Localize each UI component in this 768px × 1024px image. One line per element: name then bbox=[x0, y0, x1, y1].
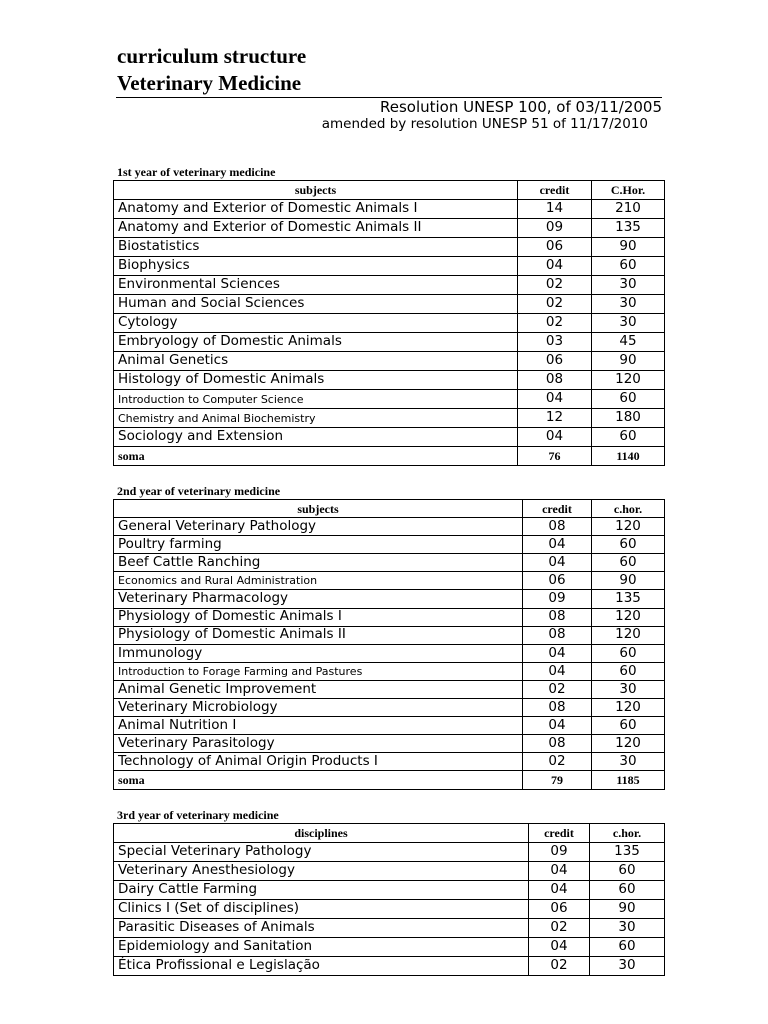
table-row bbox=[114, 608, 665, 626]
hours-cell: 120 bbox=[592, 518, 665, 536]
table-row bbox=[114, 295, 665, 314]
credit-cell: 09 bbox=[518, 219, 592, 238]
table-row bbox=[114, 314, 665, 333]
hours-cell: 30 bbox=[592, 276, 665, 295]
curriculum-table bbox=[113, 499, 665, 790]
hours-cell: 135 bbox=[590, 843, 665, 862]
table-row bbox=[114, 626, 665, 644]
subject-cell: Animal Genetics bbox=[114, 352, 518, 371]
credit-cell: 04 bbox=[518, 257, 592, 276]
table-header-row bbox=[114, 181, 665, 200]
hours-cell: 30 bbox=[590, 957, 665, 976]
subject-cell: Chemistry and Animal Biochemistry bbox=[114, 409, 518, 428]
hours-cell: 90 bbox=[592, 572, 665, 590]
table-row bbox=[114, 390, 665, 409]
column-header-hours: c.hor. bbox=[590, 824, 665, 843]
column-header-credit: credit bbox=[518, 181, 592, 200]
subject-cell: Animal Genetic Improvement bbox=[114, 680, 523, 698]
table-row bbox=[114, 333, 665, 352]
table-row bbox=[114, 900, 665, 919]
table-row bbox=[114, 862, 665, 881]
hours-cell: 120 bbox=[592, 699, 665, 717]
credit-cell: 06 bbox=[518, 352, 592, 371]
credit-cell: 04 bbox=[518, 428, 592, 447]
table-row bbox=[114, 938, 665, 957]
table-row bbox=[114, 717, 665, 735]
table-row bbox=[114, 662, 665, 680]
subject-cell: Beef Cattle Ranching bbox=[114, 554, 523, 572]
total-credit-cell: 79 bbox=[523, 771, 592, 789]
hours-cell: 60 bbox=[592, 554, 665, 572]
table-row bbox=[114, 371, 665, 390]
hours-cell: 135 bbox=[592, 590, 665, 608]
credit-cell: 02 bbox=[523, 680, 592, 698]
column-header-hours: C.Hor. bbox=[592, 181, 665, 200]
credit-cell: 04 bbox=[523, 554, 592, 572]
hours-cell: 180 bbox=[592, 409, 665, 428]
subject-cell: Animal Nutrition I bbox=[114, 717, 523, 735]
credit-cell: 04 bbox=[523, 717, 592, 735]
subject-cell: Veterinary Pharmacology bbox=[114, 590, 523, 608]
table-row bbox=[114, 536, 665, 554]
subject-cell: Veterinary Parasitology bbox=[114, 735, 523, 753]
table-row bbox=[114, 919, 665, 938]
credit-cell: 08 bbox=[523, 699, 592, 717]
table-row bbox=[114, 257, 665, 276]
credit-cell: 14 bbox=[518, 200, 592, 219]
credit-cell: 04 bbox=[518, 390, 592, 409]
year-2-section bbox=[113, 485, 665, 790]
column-header-credit: credit bbox=[529, 824, 590, 843]
credit-cell: 09 bbox=[529, 843, 590, 862]
column-header-credit: credit bbox=[523, 500, 592, 518]
table-row bbox=[114, 881, 665, 900]
hours-cell: 210 bbox=[592, 200, 665, 219]
subject-cell: Introduction to Forage Farming and Pastures bbox=[114, 662, 523, 680]
subject-cell: Dairy Cattle Farming bbox=[114, 881, 529, 900]
column-header-subjects: subjects bbox=[114, 181, 518, 200]
credit-cell: 04 bbox=[523, 662, 592, 680]
table-row bbox=[114, 843, 665, 862]
table-header-row bbox=[114, 824, 665, 843]
subject-cell: Immunology bbox=[114, 644, 523, 662]
subject-cell: Anatomy and Exterior of Domestic Animals II bbox=[114, 219, 518, 238]
total-label-cell: soma bbox=[114, 447, 518, 466]
hours-cell: 30 bbox=[592, 753, 665, 771]
credit-cell: 02 bbox=[529, 957, 590, 976]
table-row bbox=[114, 352, 665, 371]
hours-cell: 120 bbox=[592, 735, 665, 753]
hours-cell: 60 bbox=[590, 862, 665, 881]
total-row bbox=[114, 771, 665, 789]
credit-cell: 06 bbox=[518, 238, 592, 257]
table-row bbox=[114, 200, 665, 219]
table-row bbox=[114, 572, 665, 590]
credit-cell: 04 bbox=[523, 644, 592, 662]
subject-cell: Economics and Rural Administration bbox=[114, 572, 523, 590]
table-header-row bbox=[114, 500, 665, 518]
table-row bbox=[114, 219, 665, 238]
subject-cell: Veterinary Anesthesiology bbox=[114, 862, 529, 881]
credit-cell: 08 bbox=[523, 608, 592, 626]
credit-cell: 04 bbox=[529, 938, 590, 957]
table-row bbox=[114, 428, 665, 447]
hours-cell: 60 bbox=[592, 390, 665, 409]
table-row bbox=[114, 238, 665, 257]
subject-cell: Cytology bbox=[114, 314, 518, 333]
section-label: 1st year of veterinary medicine bbox=[117, 165, 276, 179]
credit-cell: 02 bbox=[529, 919, 590, 938]
hours-cell: 60 bbox=[592, 428, 665, 447]
hours-cell: 60 bbox=[590, 938, 665, 957]
hours-cell: 120 bbox=[592, 371, 665, 390]
hours-cell: 60 bbox=[592, 257, 665, 276]
section-label: 3rd year of veterinary medicine bbox=[117, 808, 279, 822]
subject-cell: Biophysics bbox=[114, 257, 518, 276]
table-row bbox=[114, 753, 665, 771]
hours-cell: 30 bbox=[592, 295, 665, 314]
hours-cell: 30 bbox=[592, 314, 665, 333]
total-row bbox=[114, 447, 665, 466]
table-row bbox=[114, 699, 665, 717]
hours-cell: 60 bbox=[592, 536, 665, 554]
total-credit-cell: 76 bbox=[518, 447, 592, 466]
curriculum-table bbox=[113, 823, 665, 976]
hours-cell: 120 bbox=[592, 608, 665, 626]
subject-cell: Veterinary Microbiology bbox=[114, 699, 523, 717]
section-label: 2nd year of veterinary medicine bbox=[117, 484, 281, 498]
column-header-subjects: subjects bbox=[114, 500, 523, 518]
curriculum-table bbox=[113, 180, 665, 466]
table-row bbox=[114, 735, 665, 753]
table-row bbox=[114, 518, 665, 536]
document-title: curriculum structure bbox=[117, 44, 307, 68]
credit-cell: 08 bbox=[523, 518, 592, 536]
table-row bbox=[114, 409, 665, 428]
credit-cell: 03 bbox=[518, 333, 592, 352]
credit-cell: 06 bbox=[529, 900, 590, 919]
column-header-hours: c.hor. bbox=[592, 500, 665, 518]
amendment-text: amended by resolution UNESP 51 of 11/17/2010 bbox=[321, 116, 648, 132]
hours-cell: 60 bbox=[592, 662, 665, 680]
credit-cell: 02 bbox=[523, 753, 592, 771]
subject-cell: Embryology of Domestic Animals bbox=[114, 333, 518, 352]
table-row bbox=[114, 680, 665, 698]
credit-cell: 12 bbox=[518, 409, 592, 428]
credit-cell: 06 bbox=[523, 572, 592, 590]
hours-cell: 90 bbox=[592, 352, 665, 371]
subject-cell: Histology of Domestic Animals bbox=[114, 371, 518, 390]
column-header-disciplines: disciplines bbox=[114, 824, 529, 843]
subject-cell: Human and Social Sciences bbox=[114, 295, 518, 314]
hours-cell: 135 bbox=[592, 219, 665, 238]
subject-cell: Anatomy and Exterior of Domestic Animals I bbox=[114, 200, 518, 219]
credit-cell: 02 bbox=[518, 276, 592, 295]
table-row bbox=[114, 554, 665, 572]
subject-cell: Physiology of Domestic Animals I bbox=[114, 608, 523, 626]
credit-cell: 04 bbox=[523, 536, 592, 554]
subject-cell: Poultry farming bbox=[114, 536, 523, 554]
total-hours-cell: 1185 bbox=[592, 771, 665, 789]
credit-cell: 08 bbox=[523, 735, 592, 753]
table-row bbox=[114, 276, 665, 295]
year-3-section bbox=[113, 809, 665, 976]
hours-cell: 60 bbox=[590, 881, 665, 900]
table-row bbox=[114, 957, 665, 976]
subject-cell: Parasitic Diseases of Animals bbox=[114, 919, 529, 938]
hours-cell: 90 bbox=[590, 900, 665, 919]
credit-cell: 09 bbox=[523, 590, 592, 608]
subject-cell: Ética Profissional e Legislação bbox=[114, 957, 529, 976]
credit-cell: 04 bbox=[529, 862, 590, 881]
credit-cell: 02 bbox=[518, 295, 592, 314]
resolution-text: Resolution UNESP 100, of 03/11/2005 bbox=[379, 98, 662, 116]
subject-cell: Clinics I (Set of disciplines) bbox=[114, 900, 529, 919]
credit-cell: 04 bbox=[529, 881, 590, 900]
total-hours-cell: 1140 bbox=[592, 447, 665, 466]
credit-cell: 08 bbox=[518, 371, 592, 390]
subject-cell: Technology of Animal Origin Products I bbox=[114, 753, 523, 771]
document-subtitle: Veterinary Medicine bbox=[117, 71, 302, 95]
credit-cell: 08 bbox=[523, 626, 592, 644]
subject-cell: Special Veterinary Pathology bbox=[114, 843, 529, 862]
subject-cell: General Veterinary Pathology bbox=[114, 518, 523, 536]
table-row bbox=[114, 590, 665, 608]
credit-cell: 02 bbox=[518, 314, 592, 333]
subject-cell: Introduction to Computer Science bbox=[114, 390, 518, 409]
hours-cell: 60 bbox=[592, 717, 665, 735]
hours-cell: 45 bbox=[592, 333, 665, 352]
subject-cell: Environmental Sciences bbox=[114, 276, 518, 295]
table-row bbox=[114, 644, 665, 662]
year-1-section bbox=[113, 166, 665, 466]
subject-cell: Physiology of Domestic Animals II bbox=[114, 626, 523, 644]
hours-cell: 60 bbox=[592, 644, 665, 662]
hours-cell: 90 bbox=[592, 238, 665, 257]
subject-cell: Biostatistics bbox=[114, 238, 518, 257]
total-label-cell: soma bbox=[114, 771, 523, 789]
subject-cell: Sociology and Extension bbox=[114, 428, 518, 447]
hours-cell: 30 bbox=[592, 680, 665, 698]
subject-cell: Epidemiology and Sanitation bbox=[114, 938, 529, 957]
hours-cell: 30 bbox=[590, 919, 665, 938]
hours-cell: 120 bbox=[592, 626, 665, 644]
